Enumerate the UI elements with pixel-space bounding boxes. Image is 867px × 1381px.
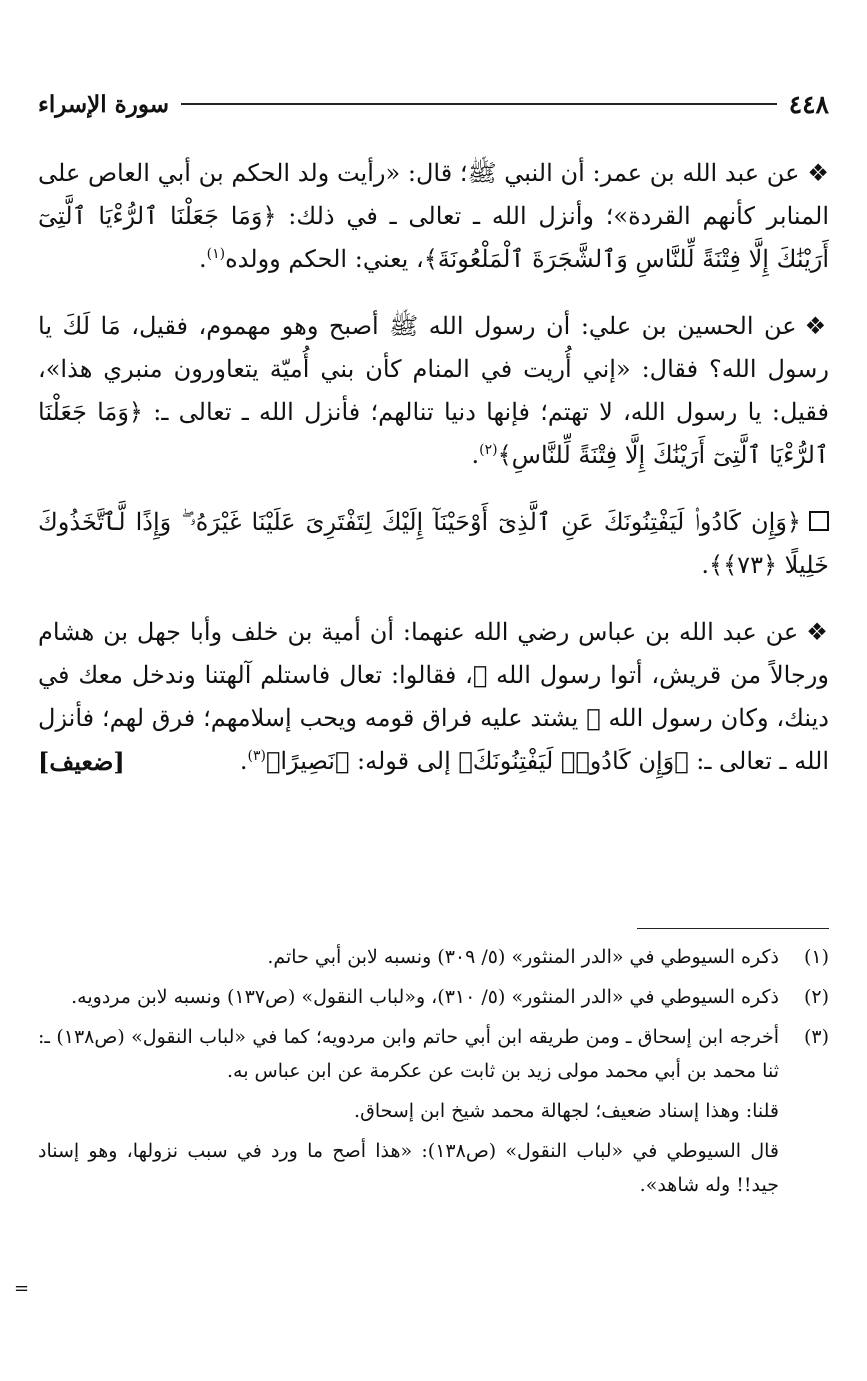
footnotes <box>38 940 829 1208</box>
header-rule <box>181 103 777 105</box>
footnote-comment: قال السيوطي في «لباب النقول» (ص١٣٨): «هذا أصح ما ورد في سبب نزولها، وهو إسناد جيد!! وله شاهد». <box>38 1140 780 1196</box>
page-number: ٤٤٨ <box>788 89 829 119</box>
surah-title: سورة الإسراء <box>38 90 169 118</box>
footnote-separator <box>637 928 829 929</box>
narration-paragraph <box>38 152 829 281</box>
grade-label: [ضعيف] <box>38 747 125 776</box>
verse-paragraph <box>38 501 829 587</box>
bullet-icon: ❖ <box>806 618 829 646</box>
footnote-ref: (٢) <box>479 442 498 458</box>
period: . <box>471 441 480 469</box>
footnote-text: ذكره السيوطي في «الدر المنثور» (٥/ ٣٠٩) ونسبه لابن أبي حاتم. <box>267 946 779 968</box>
bullet-icon: ❖ <box>807 159 829 187</box>
narration-text: عن الحسين بن علي: أن رسول الله ﷺ أصبح وهو مهموم، فقيل، مَا لَكَ يا رسول الله؟ فقال: «إني أُريت في المنام كأن بني أُميّة يتعاورون منبري هذا»، فقيل: يا رسول الله، لا تهتم؛ فإنها دنيا تنالهم؛ فأنزل الله ـ تعالى ـ: ﴿وَمَا جَعَلْنَا ٱلرُّءْيَا ٱلَّتِىٓ أَرَيْنَٰكَ إِلَّا فِتْنَةً لِّلنَّاسِ﴾ <box>38 312 829 469</box>
narration-paragraph <box>38 611 829 783</box>
bullet-icon: ❖ <box>804 312 830 340</box>
margin-mark: = <box>14 1278 30 1299</box>
narration-paragraph <box>38 305 829 477</box>
footnote-ref: (١) <box>206 246 226 262</box>
period: . <box>199 245 207 273</box>
square-icon <box>809 511 829 531</box>
page-header <box>38 82 829 126</box>
footnote-number: (١) <box>803 946 829 968</box>
narration-text: عن عبد الله بن عباس رضي الله عنهما: أن أمية بن خلف وأبا جهل بن هشام ورجالاً من قريش، أتوا رسول الله ﷺ، فقالوا: تعال فاستلم آلهتنا وندخل معك في دينك، وكان رسول الله ﷺ يشتد عليه فراق قومه ويحب إسلامهم؛ فرق لهم؛ فأنزل الله ـ تعالى ـ: ﴿وَإِن كَادُوا۟ لَيَفْتِنُونَكَ﴾ إلى قوله: ﴿نَصِيرًا﴾ <box>38 618 829 775</box>
footnote-number: (٢) <box>803 986 829 1008</box>
footnote-comment: قلنا: وهذا إسناد ضعيف؛ لجهالة محمد شيخ ابن إسحاق. <box>354 1100 779 1122</box>
footnote-text: ذكره السيوطي في «الدر المنثور» (٥/ ٣١٠)، و«لباب النقول» (ص١٣٧) ونسبه لابن مردويه. <box>71 986 779 1008</box>
footnote <box>38 980 829 1014</box>
period: . <box>239 747 248 775</box>
verse-text: ﴿وَإِن كَادُوا۟ لَيَفْتِنُونَكَ عَنِ ٱلَّذِىٓ أَوْحَيْنَآ إِلَيْكَ لِتَفْتَرِىَ عَلَيْنَا غَيْرَهُۥ ۖ وَإِذًا لَّٱتَّخَذُوكَ خَلِيلًا ﴿٧٣﴾﴾. <box>38 508 829 579</box>
narration-text: عن عبد الله بن عمر: أن النبي ﷺ؛ قال: «رأيت ولد الحكم بن أبي العاص على المنابر كأنهم القردة»؛ وأنزل الله ـ تعالى ـ في ذلك: ﴿وَمَا جَعَلْنَا ٱلرُّءْيَا ٱلَّتِىٓ أَرَيْنَٰكَ إِلَّا فِتْنَةً لِّلنَّاسِ وَٱلشَّجَرَةَ ٱلْمَلْعُونَةَ﴾، يعني: الحكم وولده <box>38 159 829 273</box>
footnote-ref: (٣) <box>247 748 266 764</box>
footnote-text: أخرجه ابن إسحاق ـ ومن طريقه ابن أبي حاتم وابن مردويه؛ كما في «لباب النقول» (ص١٣٨) ـ: ثنا محمد بن أبي محمد مولى زيد بن ثابت عن عكرمة عن ابن عباس به. <box>38 1026 780 1082</box>
footnote <box>38 1020 829 1088</box>
footnote-number: (٣) <box>803 1026 829 1048</box>
main-text <box>38 152 829 807</box>
footnote <box>38 940 829 974</box>
